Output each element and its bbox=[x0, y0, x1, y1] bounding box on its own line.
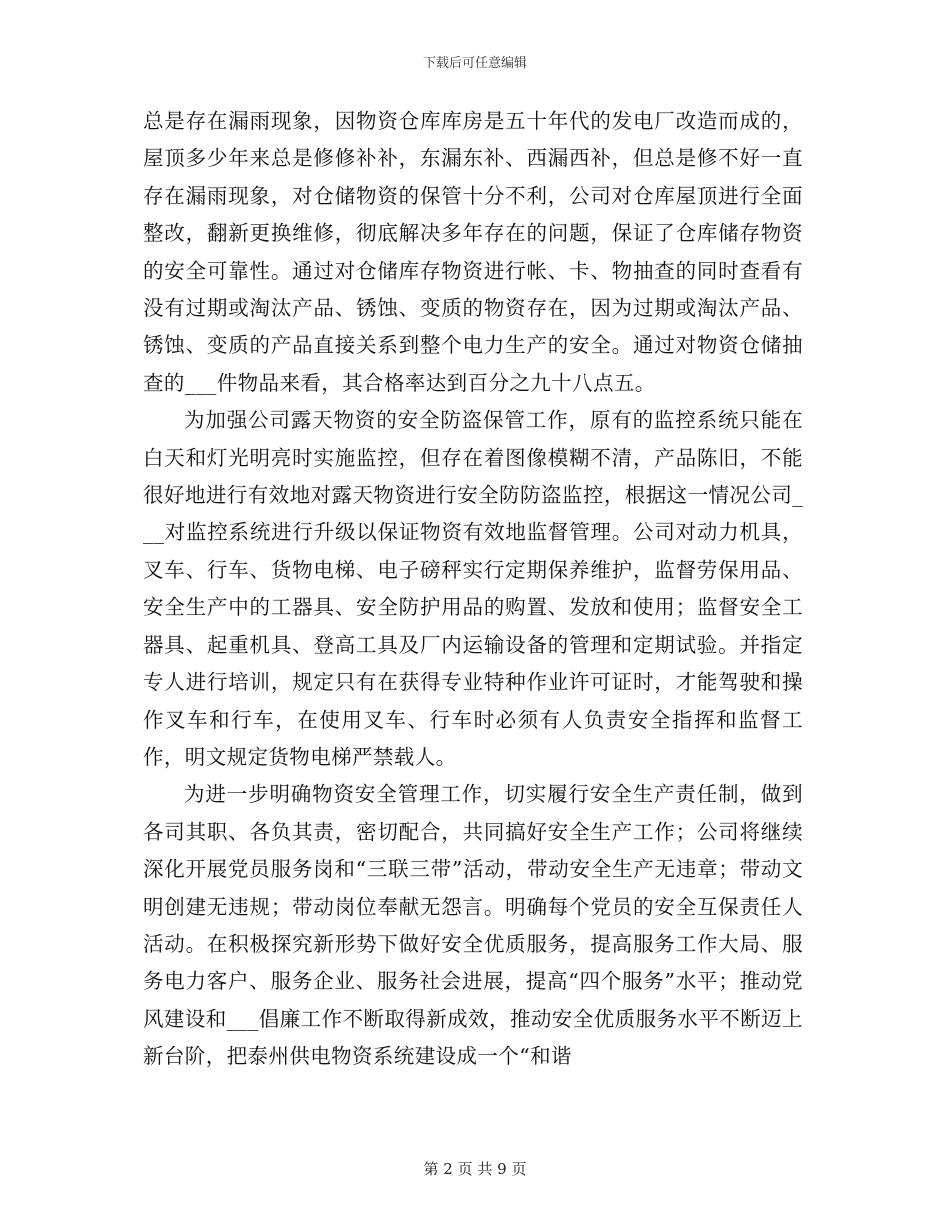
paragraph-warehouse-roof: 总是存在漏雨现象，因物资仓库库房是五十年代的发电厂改造而成的，屋顶多少年来总是修修补补，东漏东补、西漏西补，但总是修不好一直存在漏雨现象，对仓储物资的保管十分不利，公司对仓库屋顶进行全面整改，翻新更换维修，彻底解决多年存在的问题，保证了仓库储存物资的安全可靠性。通过对仓储库存物资进行帐、卡、物抽查的同时查看有没有过期或淘汰产品、锈蚀、变质的物资存在，因为过期或淘汰产品、锈蚀、变质的产品直接关系到整个电力生产的安全。通过对物资仓储抽查的___件物品来看，其合格率达到百分之九十八点五。 bbox=[143, 109, 803, 395]
paragraph-safety-management: 为进一步明确物资安全管理工作，切实履行安全生产责任制，做到各司其职、各负其责，密切配合，共同搞好安全生产工作；公司将继续深化开展党员服务岗和“三联三带”活动，带动安全生产无违章；带动文明创建无违规；带动岗位奉献无怨言。明确每个党员的安全互保责任人活动。在积极探究新形势下做好安全优质服务，提高服务工作大局、服务电力客户、服务企业、服务社会进展，提高“四个服务”水平；推动党风建设和___倡廉工作不断取得新成效，推动安全优质服务水平不断迈上新台阶，把泰州供电物资系统建设成一个“和谐 bbox=[143, 782, 803, 1069]
header-note: 下载后可任意编辑 bbox=[422, 56, 527, 71]
body-text bbox=[143, 103, 803, 1076]
page-number: 第 2 页 共 9 页 bbox=[423, 1160, 527, 1178]
paragraph-outdoor-security: 为加强公司露天物资的安全防盗保管工作，原有的监控系统只能在白天和灯光明亮时实施监控，但存在着图像模糊不清，产品陈旧，不能很好地进行有效地对露天物资进行安全防防盗监控，根据这一情况公司___对监控系统进行升级以保证物资有效地监督管理。公司对动力机具，叉车、行车、货物电梯、电子磅秤实行定期保养维护，监督劳保用品、安全生产中的工器具、安全防护用品的购置、发放和使用；监督安全工器具、起重机具、登高工具及厂内运输设备的管理和定期试验。并指定专人进行培训，规定只有在获得专业特种作业许可证时，才能驾驶和操作叉车和行车，在使用叉车、行车时必须有人负责安全指挥和监督工作，明文规定货物电梯严禁载人。 bbox=[143, 408, 803, 769]
